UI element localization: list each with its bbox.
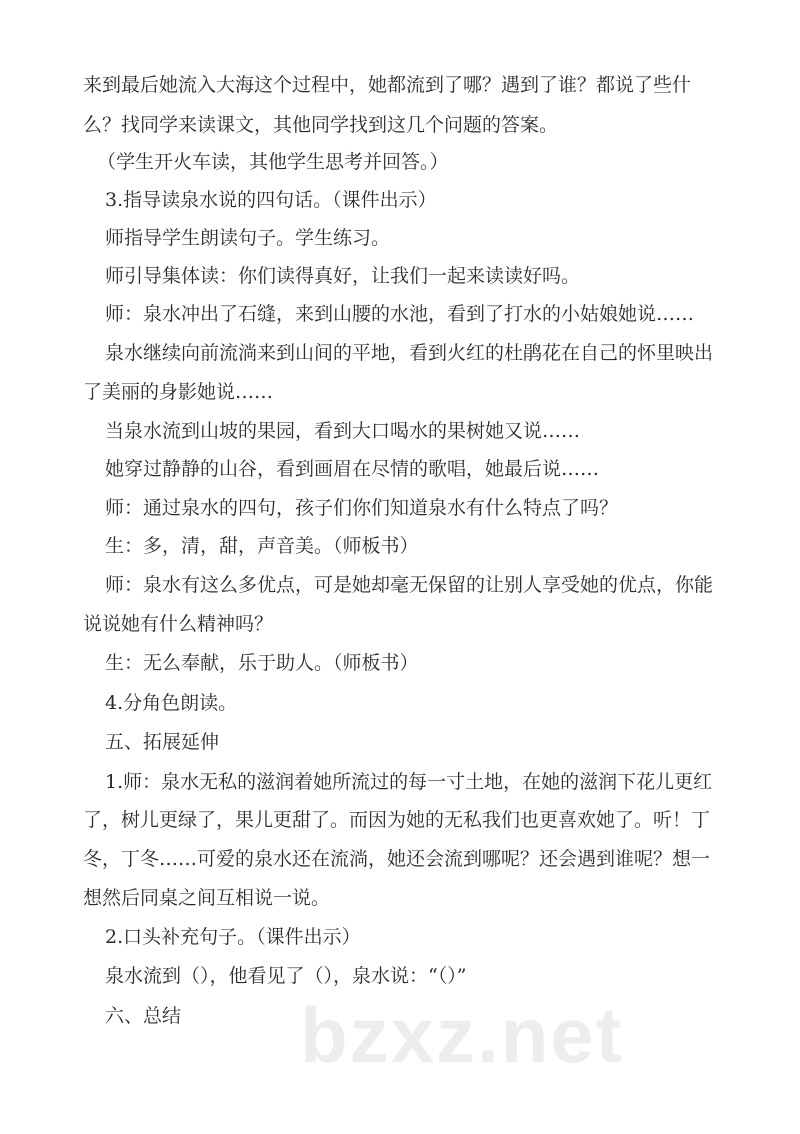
text-line: 来到最后她流入大海这个过程中，她都流到了哪？遇到了谁？都说了些什 <box>83 74 692 96</box>
section-heading: 六、总结 <box>105 1005 182 1027</box>
text-line: 师：泉水有这么多优点，可是她却毫无保留的让别人享受她的优点，你能 <box>105 574 714 596</box>
text-line: 当泉水流到山坡的果园，看到大口喝水的果树她又说…… <box>105 420 581 442</box>
text-line: 她穿过静静的山谷，看到画眉在尽情的歌唱，她最后说…… <box>105 458 600 480</box>
text-line: 师指导学生朗读句子。学生练习。 <box>105 227 391 249</box>
section-heading: 4.分角色朗读。 <box>105 692 238 714</box>
text-line: （学生开火车读，其他学生思考并回答。） <box>97 151 449 173</box>
text-line: 师：泉水冲出了石缝，来到山腰的水池，看到了打水的小姑娘她说…… <box>105 303 695 325</box>
text-line: 说说她有什么精神吗？ <box>83 613 274 635</box>
text-line: 1.师：泉水无私的滋润着她所流过的每一寸土地，在她的滋润下花儿更红 <box>105 771 713 793</box>
section-heading: 五、拓展延伸 <box>105 731 220 753</box>
watermark: bzxz.net <box>300 991 624 1079</box>
text-line: 生：多，清，甜，声音美。（师板书） <box>105 535 419 557</box>
text-line: 泉水继续向前流淌来到山间的平地，看到火红的杜鹃花在自己的怀里映出 <box>105 342 714 364</box>
text-line: 师引导集体读：你们读得真好，让我们一起来读读好吗。 <box>105 265 581 287</box>
text-line: 了美丽的身影她说…… <box>83 381 274 403</box>
text-line: 冬，丁冬……可爱的泉水还在流淌，她还会流到哪呢？还会遇到谁呢？想一 <box>83 848 711 870</box>
text-line: 生：无么奉献，乐于助人。（师板书） <box>105 652 419 674</box>
text-line: 了，树儿更绿了，果儿更甜了。而因为她的无私我们也更喜欢她了。听！丁 <box>83 809 711 831</box>
text-line: 么？找同学来读课文，其他同学找到这几个问题的答案。 <box>83 114 559 136</box>
text-line: 泉水流到（），他看见了（），泉水说：“（）” <box>105 965 467 987</box>
text-line: 想然后同桌之间互相说一说。 <box>83 887 331 909</box>
section-heading: 3.指导读泉水说的四句话。（课件出示） <box>105 189 437 211</box>
section-heading: 2.口头补充句子。（课件出示） <box>105 926 361 948</box>
text-line: 师：通过泉水的四句，孩子们你们知道泉水有什么特点了吗？ <box>105 497 619 519</box>
